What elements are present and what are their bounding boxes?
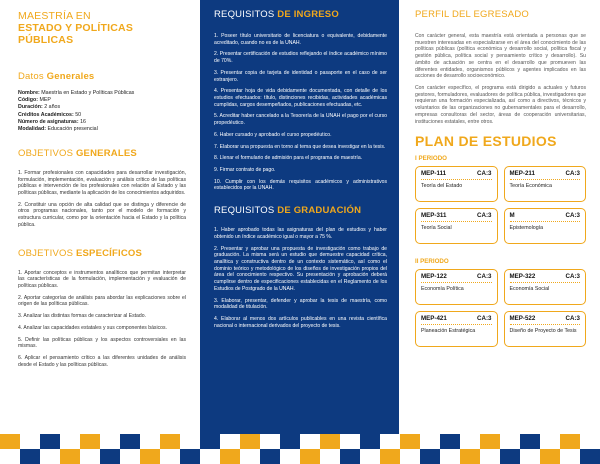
- checker-square: [460, 449, 480, 464]
- checker-square: [420, 434, 440, 449]
- course-code: MEP-111: [421, 170, 447, 178]
- course-credits: CA:3: [477, 315, 492, 323]
- course-name: Teoría Social: [421, 225, 452, 232]
- course-card: [504, 208, 587, 244]
- course-credits: CA:3: [477, 170, 492, 178]
- course-code: MEP-311: [421, 212, 447, 220]
- plan-title: PLAN DE ESTUDIOS: [415, 133, 557, 150]
- course-code: MEP-322: [509, 273, 536, 281]
- course-credits: CA:3: [565, 315, 580, 323]
- course-name: Teoría Económica: [509, 183, 552, 190]
- course-name: Economía Social: [509, 286, 550, 293]
- obj-esp-list: [18, 270, 186, 369]
- datos-row: Número de asignaturas: 16: [18, 118, 87, 125]
- checker-square: [80, 449, 100, 464]
- course-code: MEP-122: [421, 273, 447, 281]
- checker-square: [300, 434, 320, 449]
- checker-square: [260, 434, 280, 449]
- checker-square: [100, 434, 120, 449]
- course-code: MEP-211: [509, 170, 535, 178]
- checker-square: [320, 434, 340, 449]
- datos-row: Modalidad: Educación presencial: [18, 125, 98, 132]
- obj-gen-item: 1. Formar profesionales con capacidades para desarrollar investigación, formulación, implementación, evaluación y análisis crítico de las políticas públicas e intervención de los profesionales con relación al Estado y las políticas públicas, mediante la aplicación de los conocimientos adquiridos.: [18, 169, 186, 197]
- checker-square: [520, 434, 540, 449]
- course-code: M: [509, 212, 515, 220]
- column-right: [399, 0, 600, 434]
- datos-row: Nombre: Maestría en Estado y Políticas Públicas: [18, 90, 135, 97]
- checker-square: [360, 434, 380, 449]
- checker-square: [340, 449, 360, 464]
- checker-square: [80, 434, 100, 449]
- checker-square: [160, 434, 180, 449]
- checker-square: [120, 434, 140, 449]
- perfil-paragraph: Con carácter específico, el programa está dirigido a actuales y futuros gestores, formuladores, evaluadores de política pública, investigadores que requieran una formación especializada, así como a directivos, técnicos y voluntarios de las organizaciones no gubernamentales para el desarrollo, empresas consultoras del sector, áreas de cooperación universitarias, instituciones estatales, entre otros.: [415, 84, 586, 125]
- checker-square: [440, 434, 460, 449]
- checker-square: [560, 449, 580, 464]
- checker-square: [100, 449, 120, 464]
- checker-square: [220, 449, 240, 464]
- checker-square: [520, 449, 540, 464]
- course-credits: CA:3: [477, 212, 492, 220]
- checker-square: [580, 434, 600, 449]
- ingreso-item: 3. Presentar copia de tarjeta de identidad o pasaporte en el caso de ser extranjero.: [214, 69, 387, 83]
- checker-square: [240, 434, 260, 449]
- grad-item: 2. Presentar y aprobar una propuesta de investigación como trabajo de graduación. La misma será un estudio que demuestre capacidad crítica, analítica y constructiva dentro de un contexto sistemático, así como el dominio teórico y metodológico de los diseños de investigación propios del área del conocimiento respectivo. Su presentación y aprobación deberá cumplirse dentro de especificaciones establecidas en el Reglamento de los Estudios de Postgrado de la UNAH.: [214, 245, 387, 292]
- ingreso-item: 6. Haber cursado y aprobado el curso propedéutico.: [214, 131, 332, 138]
- checker-square: [260, 449, 280, 464]
- perfil-paragraph: Con carácter general, esta maestría está orientada a personas que se muestren interesadas en especializarse en el área del conocimiento de las políticas públicas (política económica y desarrollo social, política fiscal y gestión pública, política social y pensamiento crítico y desarrollo). Su ámbito de actuación se centra en el desarrollo que promueven las diferentes entidades, organismos públicos y agentes implicados en las acciones de desarrollo socioeconómico.: [415, 32, 586, 80]
- obj-esp-item: 4. Analizar las capacidades estatales y sus componentes básicos.: [18, 324, 167, 331]
- column-middle: [200, 0, 399, 434]
- course-card: [415, 269, 498, 305]
- course-credits: CA:3: [477, 273, 492, 281]
- checker-square: [20, 449, 40, 464]
- ingreso-item: 1. Poseer título universitario de licenciatura o equivalente, debidamente acreditado, cuando no es de la UNAH.: [214, 32, 387, 46]
- checker-square: [480, 449, 500, 464]
- checker-square: [220, 434, 240, 449]
- checker-square: [200, 434, 220, 449]
- checker-square: [500, 434, 520, 449]
- course-card: [415, 311, 498, 347]
- checker-square: [380, 449, 400, 464]
- checker-square: [460, 434, 480, 449]
- checker-square: [20, 434, 40, 449]
- checker-square: [40, 434, 60, 449]
- course-name: Economía Política: [421, 286, 464, 293]
- period-label: I PERIODO: [415, 155, 447, 163]
- course-credits: CA:3: [565, 170, 580, 178]
- checker-square: [480, 434, 500, 449]
- perfil-heading: PERFIL DEL EGRESADO: [415, 9, 529, 20]
- checker-square: [140, 434, 160, 449]
- course-card: [504, 311, 587, 347]
- obj-esp-heading: OBJETIVOS ESPECÍFICOS: [18, 247, 143, 259]
- title-line-2: ESTADO Y POLÍTICAS PÚBLICAS: [18, 22, 134, 47]
- datos-row: Código: MEP: [18, 97, 51, 104]
- course-card: [504, 269, 587, 305]
- course-code: MEP-421: [421, 315, 447, 323]
- checker-square: [380, 434, 400, 449]
- course-credits: CA:3: [565, 273, 580, 281]
- course-name: Diseño de Proyecto de Tesis: [509, 328, 577, 335]
- checker-square: [180, 434, 200, 449]
- grad-item: 3. Elaborar, presentar, defender y aprobar la tesis de maestría, como modalidad de titulación.: [214, 297, 387, 311]
- checker-square: [60, 449, 80, 464]
- checker-square: [400, 434, 420, 449]
- title-line-1: MAESTRÍA EN: [18, 10, 91, 22]
- checker-square: [0, 434, 20, 449]
- grad-item: 1. Haber aprobado todas las asignaturas del plan de estudios y haber obtenido un índice académico igual o mayor a 75 %.: [214, 227, 387, 240]
- course-name: Epistemología: [509, 225, 544, 232]
- checker-square: [160, 449, 180, 464]
- grad-heading: REQUISITOS DE GRADUACIÓN: [214, 205, 362, 217]
- checker-square: [320, 449, 340, 464]
- ingreso-heading: REQUISITOS DE INGRESO: [214, 9, 339, 20]
- obj-gen-list: [18, 170, 186, 229]
- checker-square: [40, 449, 60, 464]
- checker-square: [140, 449, 160, 464]
- course-name: Planeación Estratégica: [421, 328, 476, 335]
- ingreso-item: 8. Llenar el formulario de admisión para el programa de maestría.: [214, 155, 363, 162]
- grad-item: 4. Elaborar al menos dos artículos publicables en una revista científica nacional o internacional derivados del proyecto de tesis.: [214, 315, 387, 329]
- obj-gen-heading: OBJETIVOS GENERALES: [18, 147, 137, 159]
- ingreso-item: 4. Presentar hoja de vida debidamente documentada, con detalle de los estudios efectuados: título, distinciones recibidas, actividades académicas cumplidas, cargos desempeñados, publicaciones efectuadas, etc.: [214, 88, 387, 108]
- checker-square: [420, 449, 440, 464]
- obj-gen-item: 2. Constituir una opción de alta calidad que se distinga y diferencie de otros programas nacionales, tanto por el modelo de formación y estructura curricular, como por la orientación hacia el Estado y la política pública.: [18, 201, 186, 228]
- datos-list: [18, 90, 186, 133]
- checker-square: [200, 449, 220, 464]
- checker-square: [300, 449, 320, 464]
- course-credits: CA:3: [565, 212, 580, 220]
- datos-row: Créditos Académicos: 50: [18, 111, 82, 118]
- obj-esp-item: 3. Analizar las distintas formas de caracterizar al Estado.: [18, 313, 146, 320]
- ingreso-item: 9. Firmar contrato de pago.: [214, 166, 276, 173]
- decorative-checker-band: [0, 434, 600, 464]
- period-label: II PERIODO: [415, 258, 449, 266]
- datos-heading: Datos Generales: [18, 71, 95, 83]
- checker-square: [440, 449, 460, 464]
- checker-square: [280, 434, 300, 449]
- grad-list: [214, 227, 387, 329]
- checker-square: [400, 449, 420, 464]
- checker-square: [540, 434, 560, 449]
- ingreso-item: 2. Presentar certificación de estudios reflejando el índice académico mínimo de 70%.: [214, 51, 387, 65]
- ingreso-item: 10. Cumplir con los demás requisitos académicos y administrativos establecidos por la UNAH.: [214, 178, 387, 192]
- checker-square: [60, 434, 80, 449]
- course-card: [415, 166, 498, 202]
- obj-esp-item: 6. Aplicar el pensamiento crítico a las diferentes unidades de análisis desde el Estado y las políticas públicas.: [18, 355, 186, 368]
- course-card: [415, 208, 498, 244]
- column-left: [0, 0, 200, 434]
- obj-esp-item: 1. Aportar conceptos e instrumentos analíticos que permitan interpretar las características de la formulación, implementación y evaluación de políticas públicas.: [18, 269, 186, 289]
- course-code: MEP-522: [509, 315, 536, 323]
- checker-square: [540, 449, 560, 464]
- period-1-grid: [415, 166, 586, 244]
- period-2-grid: [415, 269, 586, 347]
- perfil-text: [415, 33, 586, 125]
- program-title: [18, 10, 186, 46]
- checker-square: [360, 449, 380, 464]
- ingreso-item: 7. Elaborar una propuesta en torno al tema que desea investigar en la tesis.: [214, 143, 386, 150]
- obj-esp-item: 5. Definir las políticas públicas y los aspectos controversiales en las mismas.: [18, 336, 186, 350]
- checker-square: [240, 449, 260, 464]
- checker-square: [580, 449, 600, 464]
- datos-row: Duración: 2 años: [18, 104, 61, 111]
- checker-square: [340, 434, 360, 449]
- obj-esp-item: 2. Aportar categorías de análisis para abordar las explicaciones sobre el origen de las políticas públicas.: [18, 294, 186, 308]
- ingreso-list: [214, 33, 387, 192]
- checker-square: [280, 449, 300, 464]
- checker-square: [0, 449, 20, 464]
- course-name: Teoría del Estado: [421, 183, 463, 190]
- checker-square: [120, 449, 140, 464]
- course-card: [504, 166, 587, 202]
- checker-square: [500, 449, 520, 464]
- ingreso-item: 5. Acreditar haber cancelado a la Tesorería de la UNAH el pago por el curso propedéutico.: [214, 113, 387, 127]
- checker-square: [560, 434, 580, 449]
- checker-square: [180, 449, 200, 464]
